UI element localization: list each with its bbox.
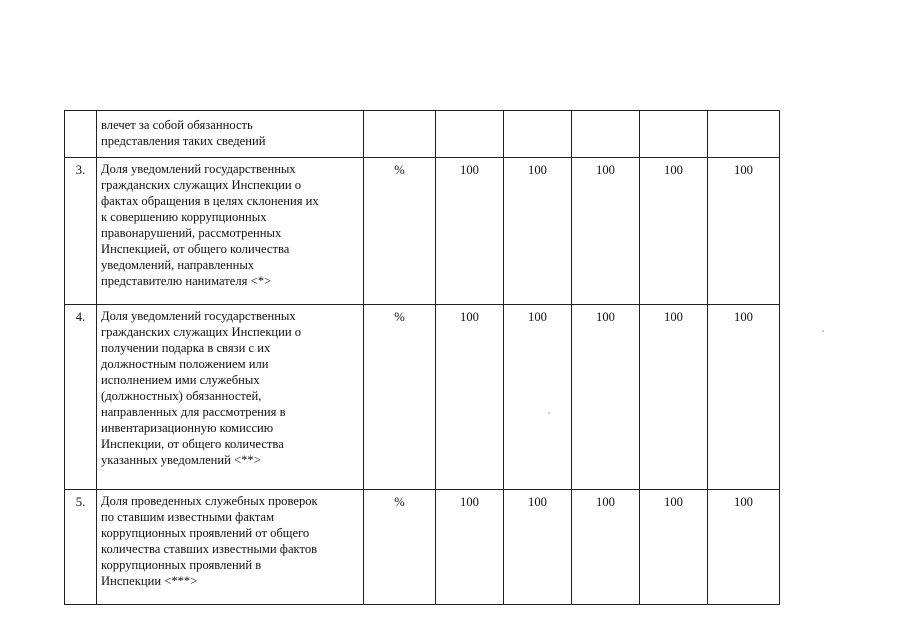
value-cell: 100	[504, 158, 572, 305]
unit-cell	[364, 111, 436, 158]
description-line: фактах обращения в целях склонения их	[101, 194, 319, 208]
description-line: по ставшим известными фактам	[101, 510, 275, 524]
description-line: Доля уведомлений государственных	[101, 309, 296, 323]
indicators-table	[64, 110, 780, 605]
value-cell: 100	[504, 490, 572, 605]
value-cell: 100	[436, 158, 504, 305]
description-line: направленных для рассмотрения в	[101, 405, 286, 419]
row-description-cell	[97, 111, 364, 158]
description-line: к совершению коррупционных	[101, 210, 267, 224]
row-description-cell	[97, 490, 364, 605]
value-cell: 100	[640, 305, 708, 490]
description-line: гражданских служащих Инспекции о	[101, 178, 302, 192]
row-number-cell: 5.	[65, 490, 97, 605]
description-line: получении подарка в связи с их	[101, 341, 271, 355]
scan-speck	[822, 330, 824, 332]
value-cell	[640, 111, 708, 158]
value-cell	[504, 111, 572, 158]
description-line: гражданских служащих Инспекции о	[101, 325, 302, 339]
value-cell: 100	[572, 158, 640, 305]
value-cell	[572, 111, 640, 158]
description-line: Инспекцией, от общего количества	[101, 242, 290, 256]
description-line: Инспекции <***>	[101, 574, 198, 588]
description-line: влечет за собой обязанность	[101, 118, 253, 132]
description-line: должностным положением или	[101, 357, 269, 371]
description-line: уведомлений, направленных	[101, 258, 255, 272]
description-line: инвентаризационную комиссию	[101, 421, 274, 435]
row-description-cell	[97, 305, 364, 490]
scan-speck	[548, 412, 550, 414]
value-cell: 100	[708, 490, 780, 605]
value-cell	[436, 111, 504, 158]
value-cell: 100	[640, 490, 708, 605]
description-line: указанных уведомлений <**>	[101, 453, 261, 467]
unit-cell: %	[364, 305, 436, 490]
value-cell: 100	[708, 158, 780, 305]
description-line: Доля проведенных служебных проверок	[101, 494, 318, 508]
value-cell: 100	[436, 305, 504, 490]
value-cell: 100	[504, 305, 572, 490]
value-cell: 100	[640, 158, 708, 305]
description-line: представления таких сведений	[101, 134, 266, 148]
description-line: коррупционных проявлений от общего	[101, 526, 310, 540]
description-line: Доля уведомлений государственных	[101, 162, 296, 176]
row-number-cell: 3.	[65, 158, 97, 305]
row-number-cell: 4.	[65, 305, 97, 490]
row-number-cell	[65, 111, 97, 158]
description-line: (должностных) обязанностей,	[101, 389, 262, 403]
description-line: правонарушений, рассмотренных	[101, 226, 282, 240]
table-row	[65, 490, 780, 605]
value-cell	[708, 111, 780, 158]
table-row-continuation	[65, 111, 780, 158]
description-line: коррупционных проявлений в	[101, 558, 262, 572]
table-row	[65, 158, 780, 305]
description-line: исполнением ими служебных	[101, 373, 260, 387]
description-line: количества ставших известными фактов	[101, 542, 318, 556]
unit-cell: %	[364, 490, 436, 605]
description-line: представителю нанимателя <*>	[101, 274, 272, 288]
unit-cell: %	[364, 158, 436, 305]
value-cell: 100	[572, 490, 640, 605]
value-cell: 100	[436, 490, 504, 605]
row-description-cell	[97, 158, 364, 305]
value-cell: 100	[572, 305, 640, 490]
value-cell: 100	[708, 305, 780, 490]
description-line: Инспекции, от общего количества	[101, 437, 284, 451]
table-row	[65, 305, 780, 490]
